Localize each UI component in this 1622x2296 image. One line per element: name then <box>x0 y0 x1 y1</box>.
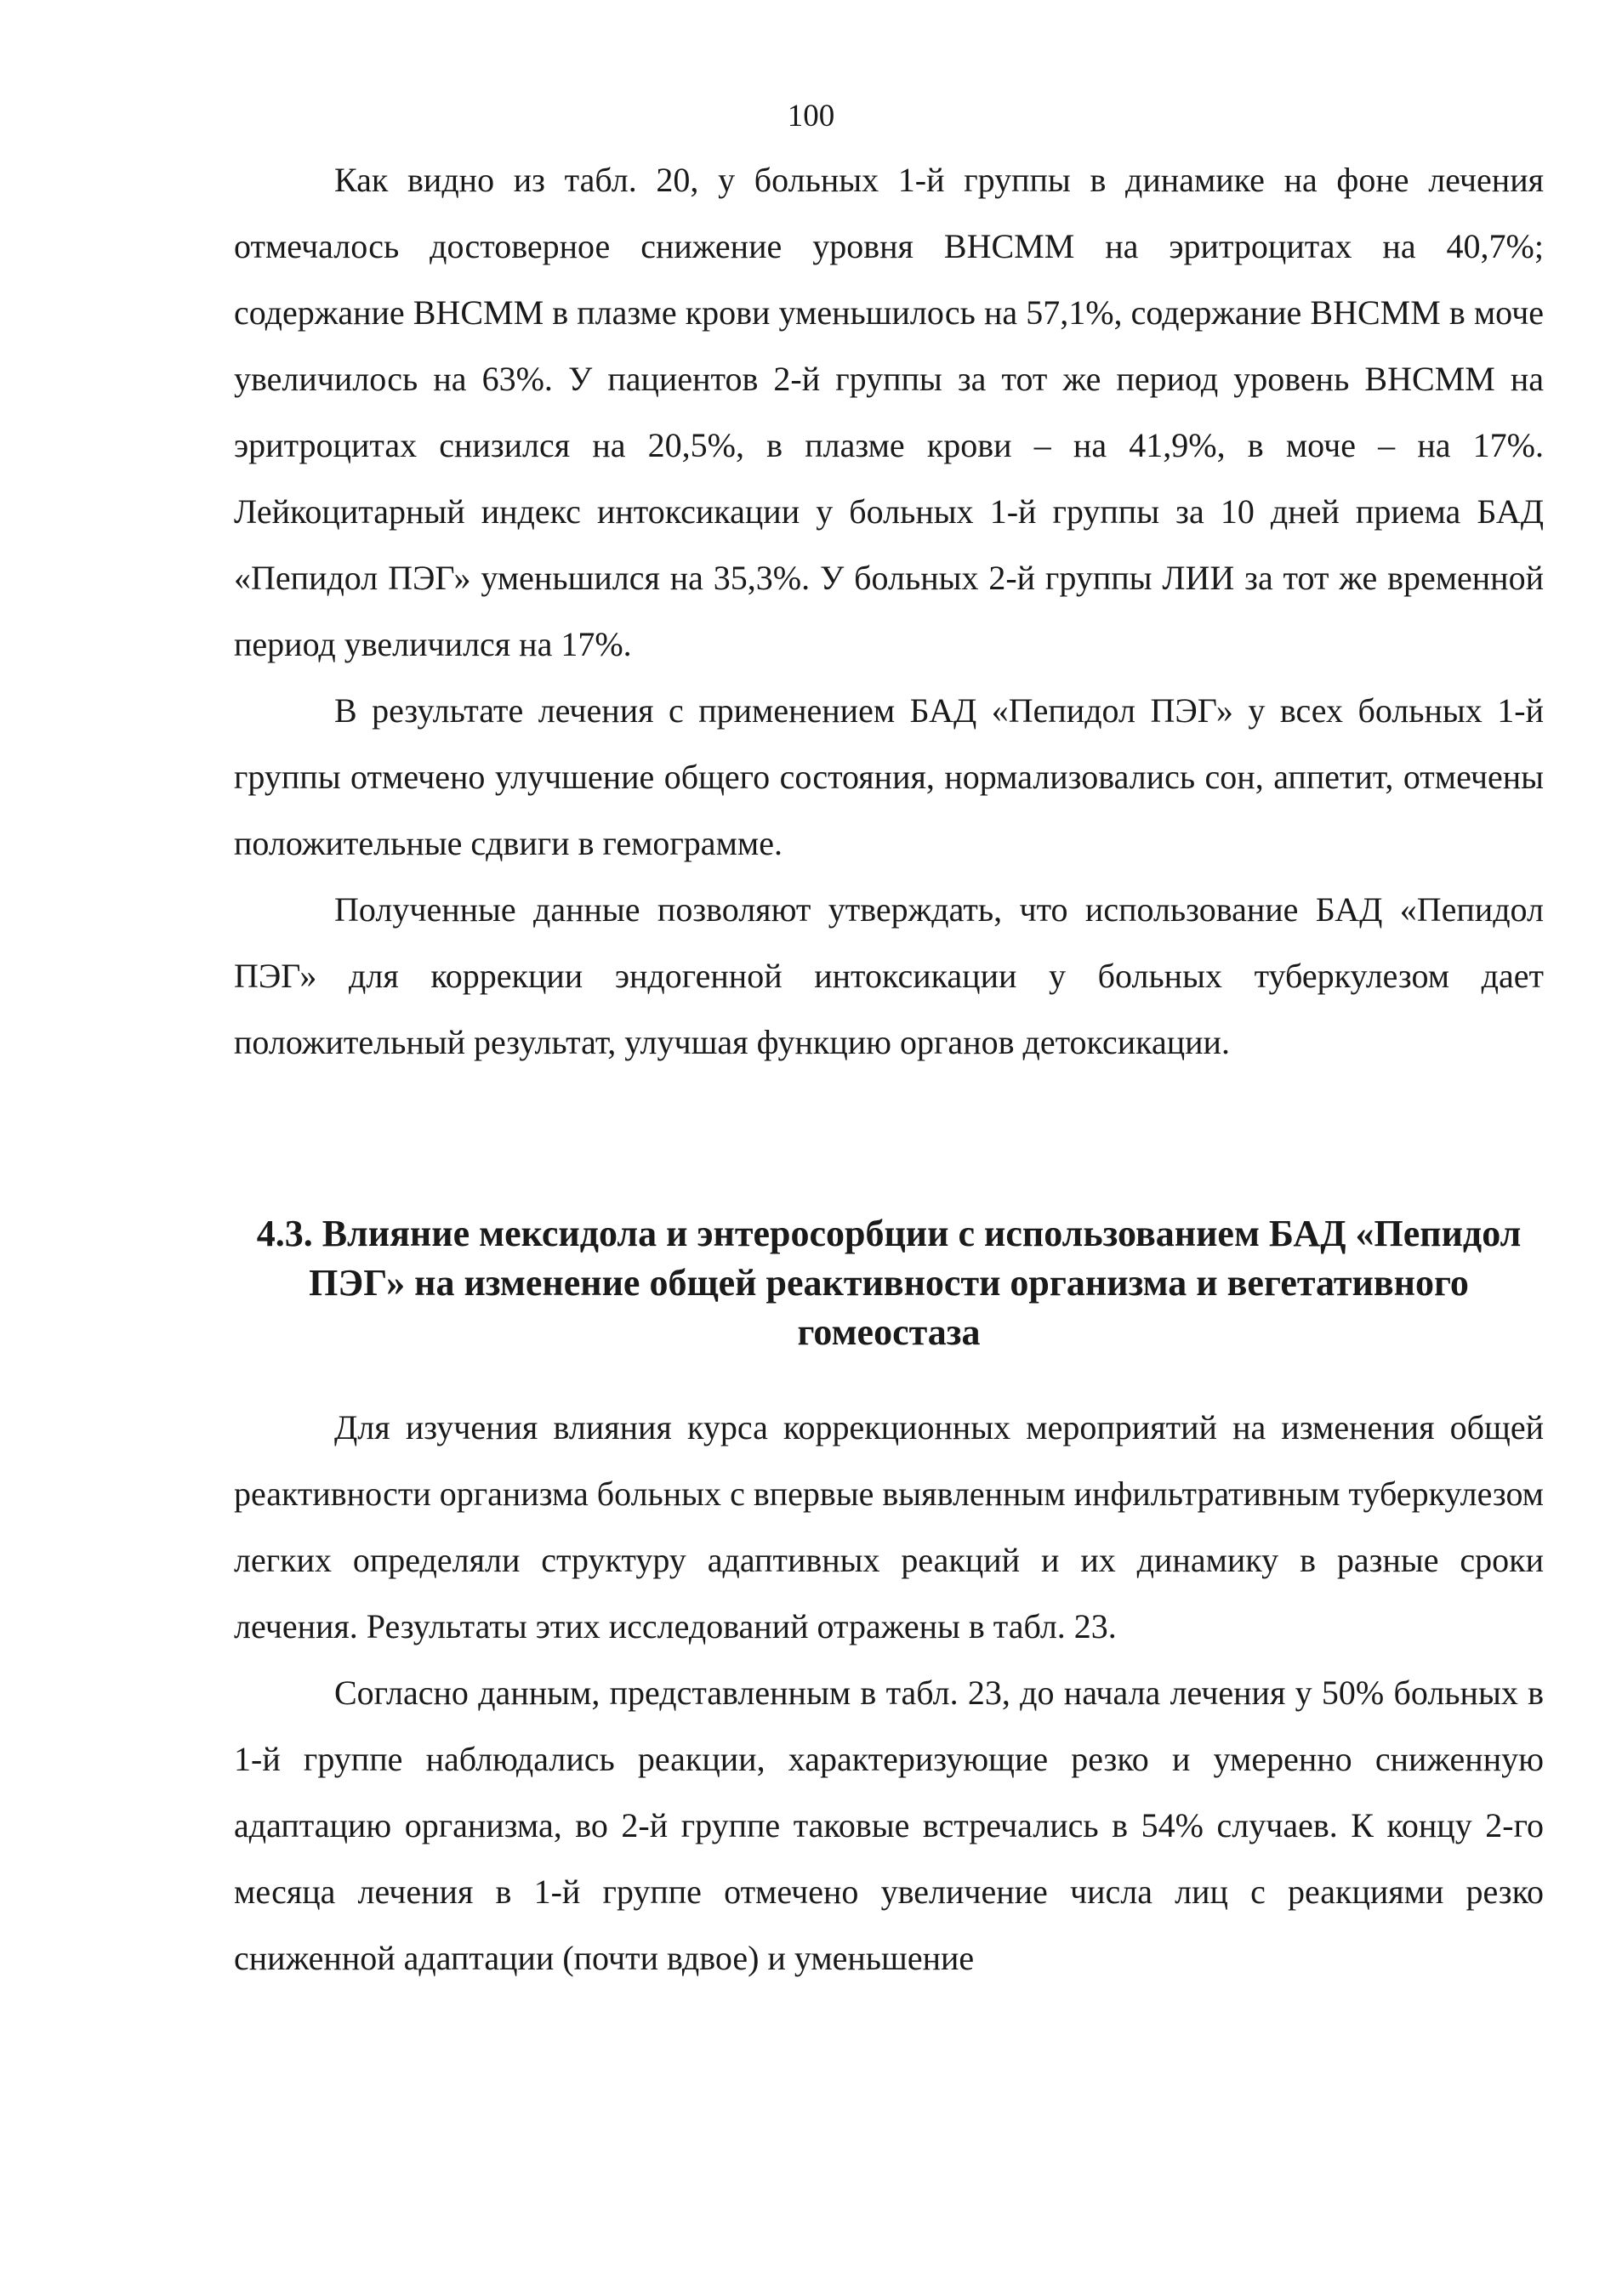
page-number: 100 <box>787 99 835 134</box>
body-text-bottom <box>234 1395 1544 1992</box>
paragraph: Согласно данным, представленным в табл. 23, до начала лечения у 50% больных в 1-й группе наблюдались реакции, характеризующие резко и умеренно сниженную адаптацию организма, во 2-й группе таковые встречались в 54% случаев. К концу 2-го месяца лечения в 1-й группе отмечено увеличение числа лиц с реакциями резко сниженной адаптации (почти вдвое) и уменьшение <box>234 1674 1544 1977</box>
section-heading: 4.3. Влияние мексидола и энтеросорбции с использованием БАД «Пепидол ПЭГ» на изменение общей реактивности организма и вегетативного гомеостаза <box>256 1213 1522 1353</box>
paragraph: Как видно из табл. 20, у больных 1-й группы в динамике на фоне лечения отмечалось достоверное снижение уровня ВНСММ на эритроцитах на 40,7%; содержание ВНСММ в плазме крови уменьшилось на 57,1%, содержание ВНСММ в моче увеличилось на 63%. У пациентов 2-й группы за тот же период уровень ВНСММ на эритроцитах снизился на 20,5%, в плазме крови – на 41,9%, в моче – на 17%. Лейкоцитарный индекс интоксикации у больных 1-й группы за 10 дней приема БАД «Пепидол ПЭГ» уменьшился на 35,3%. У больных 2-й группы ЛИИ за тот же временной период увеличился на 17%. <box>234 161 1544 663</box>
paragraph: В результате лечения с применением БАД «Пепидол ПЭГ» у всех больных 1-й группы отмечено улучшение общего состояния, нормализовались сон, аппетит, отмечены положительные сдвиги в гемограмме. <box>234 691 1544 862</box>
body-text-top <box>234 147 1544 1076</box>
paragraph: Для изучения влияния курса коррекционных мероприятий на изменения общей реактивности организма больных с впервые выявленным инфильтративным туберкулезом легких определяли структуру адаптивных реакций и их динамику в разные сроки лечения. Результаты этих исследований отражены в табл. 23. <box>234 1408 1544 1645</box>
paragraph: Полученные данные позволяют утверждать, что использование БАД «Пепидол ПЭГ» для коррекции эндогенной интоксикации у больных туберкулезом дает положительный результат, улучшая функцию органов детоксикации. <box>234 890 1544 1061</box>
